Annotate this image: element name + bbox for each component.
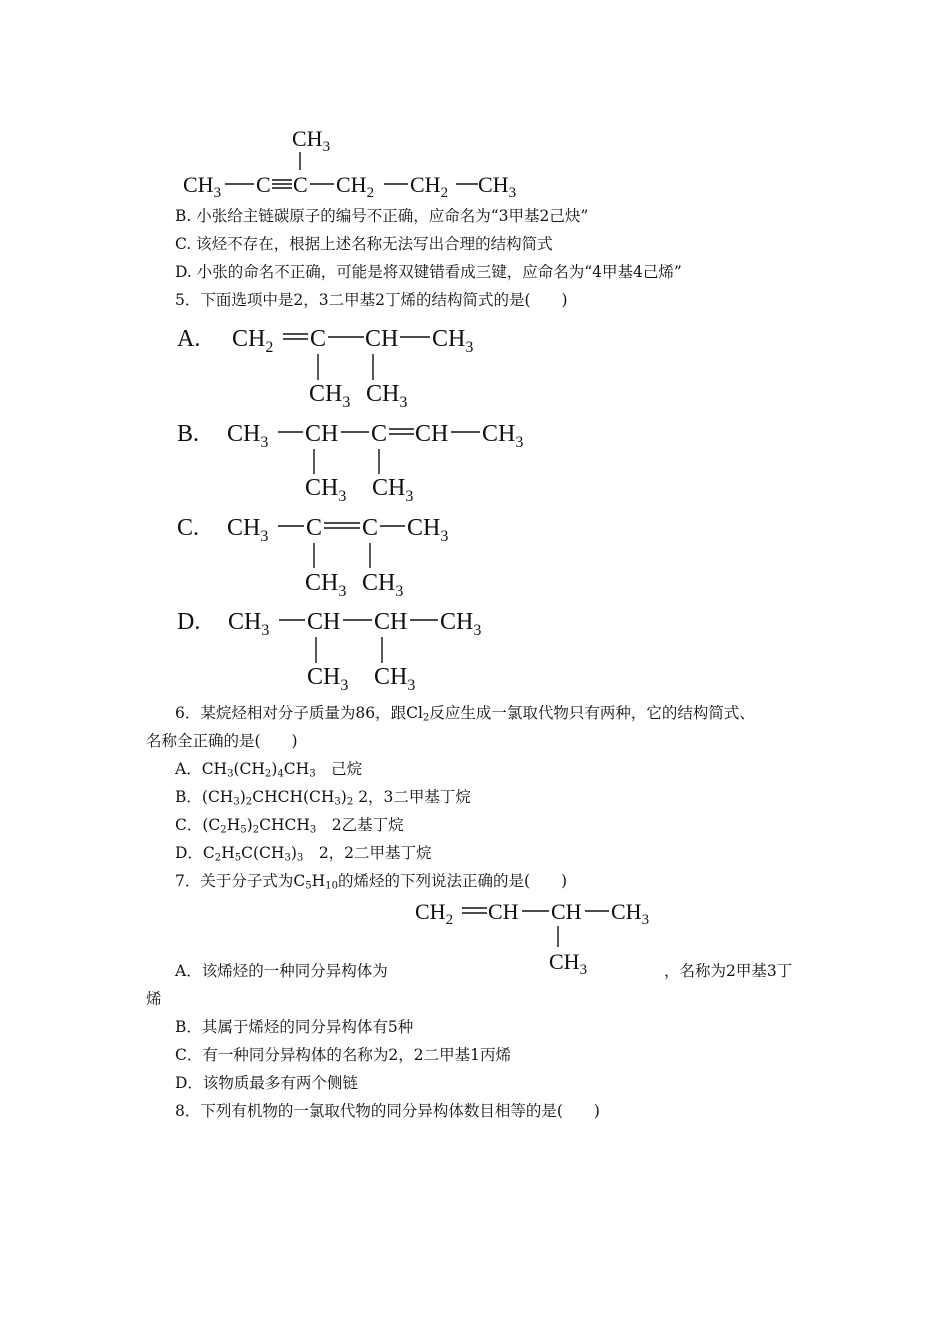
svg-text:CH3: $CH_3$ bbox=[309, 381, 351, 411]
q4-main-ch3-2: $CH_3$ bbox=[478, 172, 517, 201]
svg-text:CH3: $CH_3$ bbox=[305, 570, 347, 600]
svg-text:CH: CH bbox=[365, 326, 399, 352]
q4-option-d: D. 小张的命名不正确，可能是将双键错看成三键，应命名为“4甲基4己烯” bbox=[175, 263, 682, 281]
svg-text:CH: CH bbox=[305, 421, 339, 447]
svg-text:CH3: $CH_3$ bbox=[432, 326, 474, 356]
svg-text:CH3: $CH_3$ bbox=[305, 475, 347, 505]
svg-text:CH3: $CH_3$ bbox=[549, 949, 588, 978]
svg-text:CH: CH bbox=[551, 899, 582, 924]
q7-structure bbox=[0, 895, 950, 985]
q4-main-c-1: C bbox=[256, 172, 271, 197]
q5-b-letter: B. bbox=[177, 421, 200, 447]
q6-stem-line1: 6．某烷烃相对分子质量为86，跟$Cl_2$反应生成一氯取代物只有两种，它的结构简式、 bbox=[175, 704, 755, 724]
q6-stem-line2: 名称全正确的是( ) bbox=[146, 732, 298, 750]
q7-stem: 7．关于分子式为$C_5H_{10}$的烯烃的下列说法正确的是( ) bbox=[175, 872, 568, 892]
svg-text:C: C bbox=[371, 421, 388, 447]
q4-main-ch2-1: $CH_2$ bbox=[336, 172, 375, 201]
q5-c-letter: C. bbox=[177, 515, 200, 541]
q4-main-ch3-1: $CH_3$ bbox=[183, 172, 222, 201]
svg-text:CH: CH bbox=[415, 421, 449, 447]
q5-structures bbox=[0, 310, 950, 700]
svg-text:CH3: $CH_3$ bbox=[374, 664, 416, 694]
svg-text:CH: CH bbox=[307, 609, 341, 635]
svg-text:C: C bbox=[310, 326, 327, 352]
svg-text:CH3: $CH_3$ bbox=[307, 664, 349, 694]
q4-main-c-2: C bbox=[293, 172, 308, 197]
svg-text:CH: CH bbox=[488, 899, 519, 924]
svg-text:C: C bbox=[306, 515, 323, 541]
q4-option-b: B. 小张给主链碳原子的编号不正确，应命名为“3甲基2己炔” bbox=[175, 207, 589, 225]
q5-d-letter: D. bbox=[177, 609, 201, 635]
svg-text:CH3: $CH_3$ bbox=[366, 381, 408, 411]
q6-option-d: D．$C_2H_5C(CH_3)_3$ 2，2二甲基丁烷 bbox=[175, 844, 432, 864]
svg-text:CH3: $CH_3$ bbox=[482, 421, 524, 451]
q5-stem: 5．下面选项中是2，3二甲基2丁烯的结构简式的是( ) bbox=[175, 291, 568, 309]
q6-option-c: C．$(C_2H_5)_2CHCH_3$ 2乙基丁烷 bbox=[175, 816, 404, 836]
svg-text:C: C bbox=[362, 515, 379, 541]
svg-text:CH3: $CH_3$ bbox=[611, 899, 650, 928]
svg-text:CH3: $CH_3$ bbox=[227, 421, 269, 451]
svg-text:CH3: $CH_3$ bbox=[362, 570, 404, 600]
q6-option-b: B．$(CH_3)_2CHCH(CH_3)_2$ 2，3二甲基丁烷 bbox=[175, 788, 471, 808]
svg-text:CH3: $CH_3$ bbox=[407, 515, 449, 545]
q7-option-c: C．有一种同分异构体的名称为2，2二甲基1丙烯 bbox=[175, 1046, 511, 1064]
q8-stem: 8．下列有机物的一氯取代物的同分异构体数目相等的是( ) bbox=[175, 1102, 600, 1120]
q5-a-letter: A. bbox=[177, 326, 201, 352]
svg-text:CH2: $CH_2$ bbox=[415, 899, 454, 928]
q4-structure bbox=[0, 0, 950, 210]
svg-text:CH3: $CH_3$ bbox=[372, 475, 414, 505]
q6-option-a: A．$CH_3(CH_2)_4CH_3$ 己烷 bbox=[175, 760, 363, 780]
q7-option-a-part2: ，名称为2甲基3丁 bbox=[664, 962, 793, 980]
svg-text:CH2: $CH_2$ bbox=[232, 326, 274, 356]
svg-text:CH: CH bbox=[374, 609, 408, 635]
svg-text:CH3: $CH_3$ bbox=[227, 515, 269, 545]
svg-text:CH3: $CH_3$ bbox=[228, 609, 270, 639]
svg-text:CH3: $CH_3$ bbox=[440, 609, 482, 639]
q4-main-ch2-2: $CH_2$ bbox=[410, 172, 449, 201]
q4-option-c: C. 该烃不存在，根据上述名称无法写出合理的结构简式 bbox=[175, 235, 553, 253]
q7-option-a-part3: 烯 bbox=[146, 990, 162, 1008]
q4-branch-ch3: $CH_3$ bbox=[292, 126, 331, 155]
q7-option-d: D．该物质最多有两个侧链 bbox=[175, 1074, 358, 1092]
q7-option-a-part1: A．该烯烃的一种同分异构体为 bbox=[175, 962, 388, 980]
q7-option-b: B．其属于烯烃的同分异构体有5种 bbox=[175, 1018, 414, 1036]
